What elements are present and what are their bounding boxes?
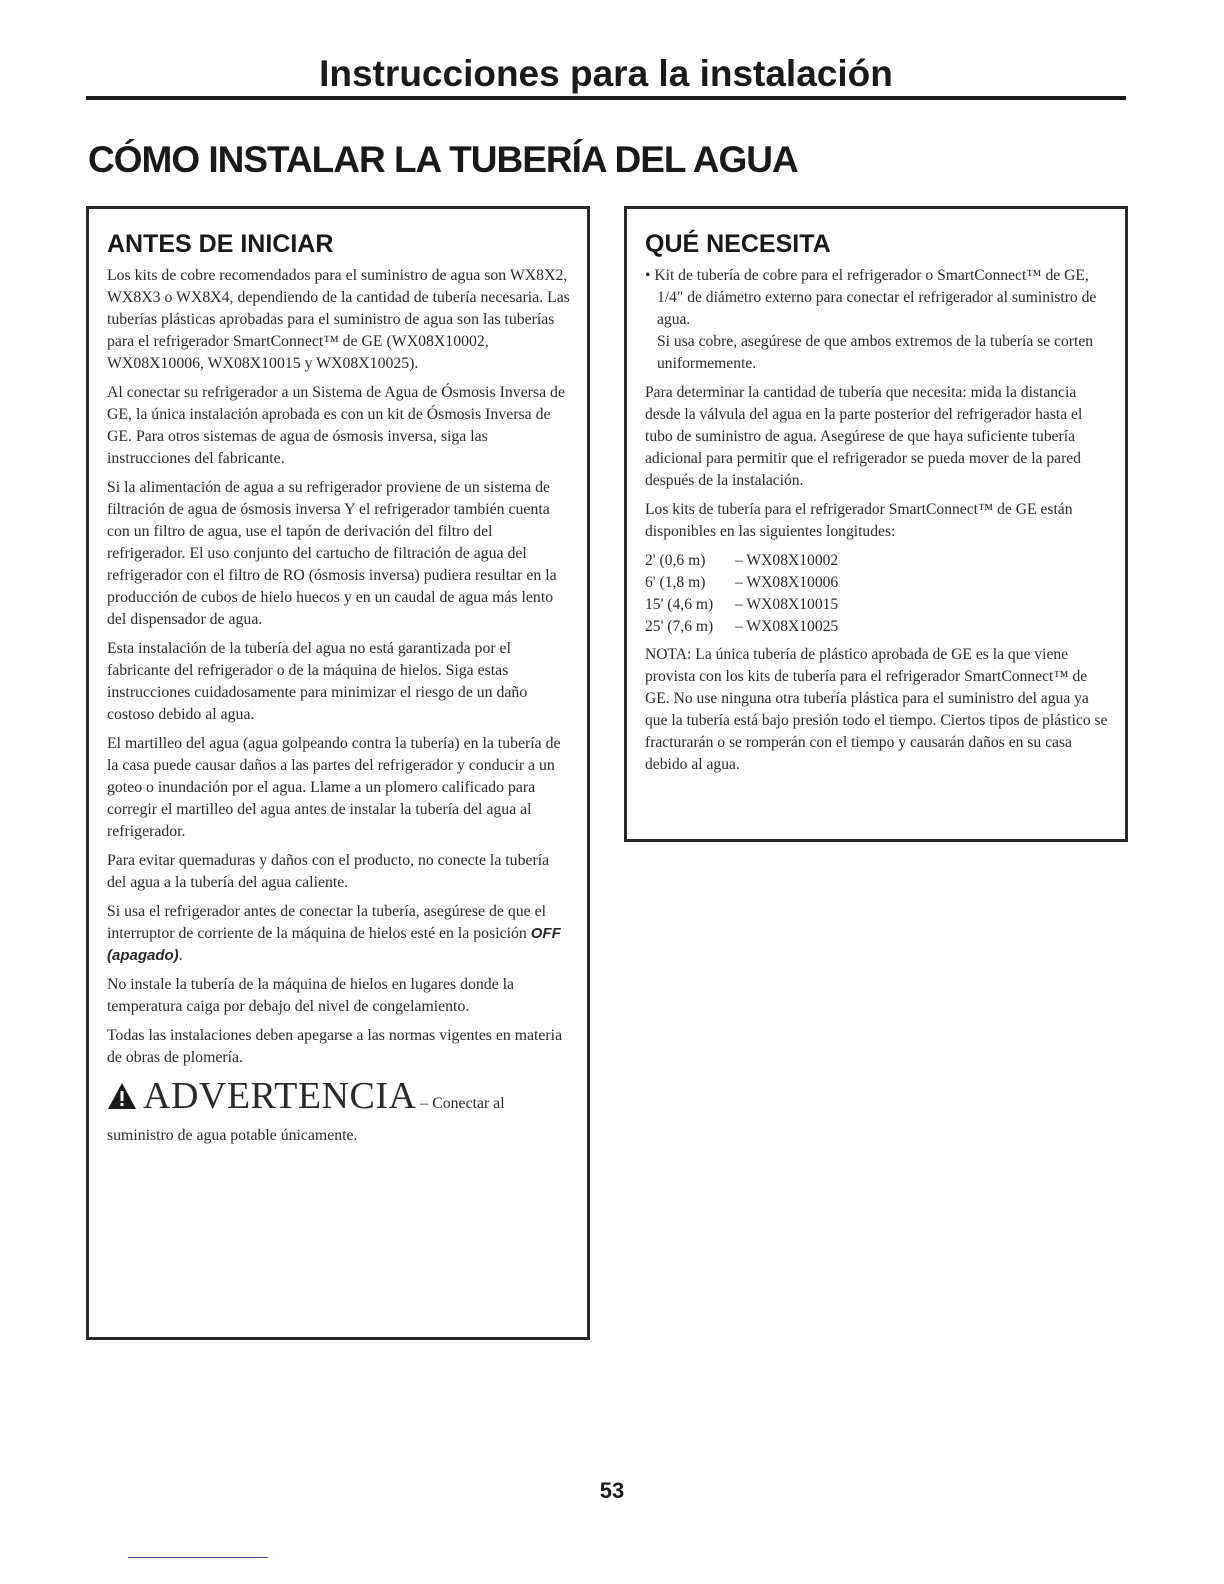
before-heading: ANTES DE INICIAR (107, 230, 334, 258)
section-header-title: Instrucciones para la instalación (319, 53, 893, 94)
before-paragraph: Para evitar quemaduras y daños con el producto, no conecte la tubería del agua a la tubería del agua caliente. (107, 852, 550, 891)
off-paragraph-suffix: . (178, 947, 183, 964)
section-header (86, 52, 1126, 100)
needs-bullet: • Kit de tubería de cobre para el refrigerador o SmartConnect™ de GE, 1/4" de diámetro externo para conectar el refrigerador al suministro de agua. (645, 267, 1097, 328)
needs-bullet-note: Si usa cobre, asegúrese de que ambos extremos de la tubería se corten uniformemente. (657, 333, 1094, 372)
before-paragraph: El martilleo del agua (agua golpeando contra la tubería) en la tubería de la casa puede causar daños a las partes del refrigerador y conducir a un goteo o inundación por el agua. Llame a un plomero calificado para corregir el martilleo del agua antes de instalar la tubería del agua al refrigerador. (107, 735, 561, 840)
note-paragraph: NOTA: La única tubería de plástico aprobada de GE es la que viene provista con los kits de tubería para el refrigerador SmartConnect™ de GE. No use ninguna otra tubería plástica para el suministro del agua ya que la tubería está bajo presión todo el tiempo. Ciertos tipos de plástico se fracturarán o se romperán con el tiempo y causarán daños en su casa debido al agua. (645, 646, 1108, 773)
kit-row (645, 550, 838, 572)
off-label: OFF (apagado) (107, 925, 561, 964)
warning-word: ADVERTENCIA (143, 1075, 417, 1117)
kit-part: – WX08X10025 (735, 618, 839, 635)
measure-paragraph: Para determinar la cantidad de tubería que necesita: mida la distancia desde la válvula del agua en la parte posterior del refrigerador hasta el tubo de suministro de agua. Asegúrese de que haya suficiente tubería adicional para permitir que el refrigerador se pueda mover de la pared después de la instalación. (645, 384, 1083, 489)
kit-length: 2' (0,6 m) (645, 552, 706, 569)
what-you-need-box (624, 206, 1128, 842)
kits-intro: Los kits de tubería para el refrigerador SmartConnect™ de GE están disponibles en las siguientes longitudes: (645, 501, 1073, 540)
kit-part: – WX08X10015 (735, 596, 839, 613)
before-paragraph: No instale la tubería de la máquina de hielos en lugares donde la temperatura caiga por debajo del nivel de congelamiento. (107, 976, 515, 1015)
page-number: 53 (599, 1478, 625, 1503)
kit-row (645, 572, 838, 594)
warning-body: suministro de agua potable únicamente. (107, 1127, 358, 1144)
before-paragraph: Al conectar su refrigerador a un Sistema de Agua de Ósmosis Inversa de GE, la única instalación aprobada es con un kit de Ósmosis Inversa de GE. Para otros sistemas de agua de ósmosis inversa, siga las instrucciones del fabricante. (107, 384, 565, 467)
kit-length: 6' (1,8 m) (645, 574, 706, 591)
footer-line (128, 1557, 268, 1558)
page-title: CÓMO INSTALAR LA TUBERÍA DEL AGUA (88, 139, 798, 180)
kits-table (645, 550, 838, 638)
kit-row (645, 616, 838, 638)
before-you-begin-box (86, 206, 590, 1340)
warning-tail: Conectar al (432, 1095, 505, 1112)
before-paragraph: Todas las instalaciones deben apegarse a las normas vigentes en materia de obras de plomería. (107, 1027, 563, 1066)
kit-part: – WX08X10002 (735, 552, 839, 569)
off-paragraph (107, 901, 571, 967)
kit-row (645, 594, 838, 616)
off-paragraph-prefix: Si usa el refrigerador antes de conectar la tubería, asegúrese de que el interruptor de corriente de la máquina de hielos esté en la posición (107, 903, 547, 942)
warning-triangle-icon (107, 1082, 137, 1125)
kit-length: 25' (7,6 m) (645, 618, 714, 635)
warning-block (107, 1077, 571, 1147)
kit-length: 15' (4,6 m) (645, 596, 714, 613)
warning-dash: – (416, 1095, 433, 1112)
kit-part: – WX08X10006 (735, 574, 839, 591)
before-paragraph: Esta instalación de la tubería del agua no está garantizada por el fabricante del refrigerador o de la máquina de hielos. Siga estas instrucciones cuidadosamente para minimizar el riesgo de un daño costoso debido al agua. (107, 640, 528, 723)
before-paragraph: Si la alimentación de agua a su refrigerador proviene de un sistema de filtración de agua de ósmosis inversa Y el refrigerador también cuenta con un filtro de agua, use el tapón de derivación del filtro del refrigerador. El uso conjunto del cartucho de filtración de agua del refrigerador con el filtro de RO (ósmosis inversa) pudiera resultar en la producción de cubos de hielo huecos y en un caudal de agua más lento del dispensador de agua. (107, 479, 557, 628)
before-paragraph: Los kits de cobre recomendados para el suministro de agua son WX8X2, WX8X3 o WX8X4, dependiendo de la cantidad de tubería necesaria. Las tuberías plásticas aprobadas para el suministro de agua son las tuberías para el refrigerador SmartConnect™ de GE (WX08X10002, WX08X10006, WX08X10015 y WX08X10025). (107, 267, 570, 372)
needs-heading: QUÉ NECESITA (645, 230, 831, 258)
